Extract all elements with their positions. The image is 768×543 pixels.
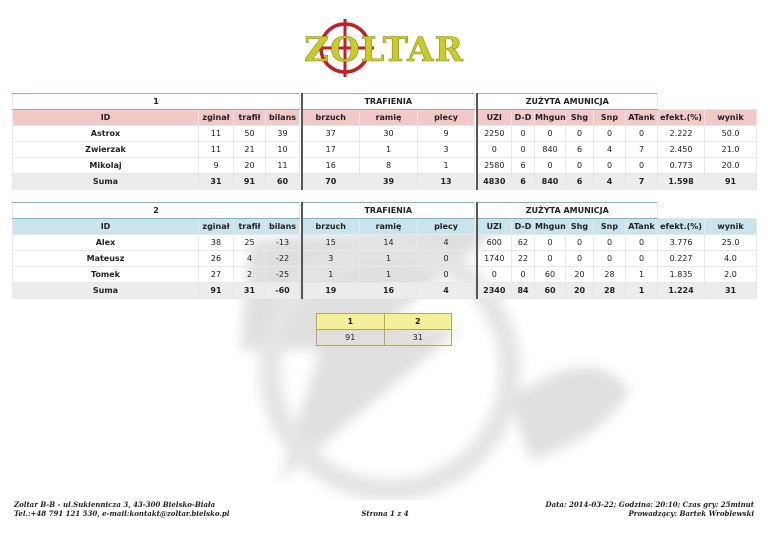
- cell: 60: [535, 283, 566, 299]
- cell: 0: [512, 267, 535, 283]
- player-id: Zwierzak: [13, 142, 199, 158]
- table-row: [13, 235, 757, 251]
- col-uzi: UZI: [477, 110, 512, 126]
- cell: 11: [266, 158, 300, 174]
- cell: 1: [360, 251, 418, 267]
- footer-date-time: Data: 2014-03-22; Godzina: 20:10; Czas gry: 25minut: [545, 500, 754, 509]
- cell: 0: [566, 126, 594, 142]
- cell: 14: [360, 235, 418, 251]
- col-zginal: zginał: [199, 110, 234, 126]
- cell: 60: [535, 267, 566, 283]
- col-ramie: ramię: [360, 110, 418, 126]
- cell: 21: [234, 142, 266, 158]
- cell: 2.450: [658, 142, 705, 158]
- col-wynik: wynik: [705, 110, 757, 126]
- cell: 31: [234, 283, 266, 299]
- cell: 11: [199, 142, 234, 158]
- cell: 17: [302, 142, 360, 158]
- cell: 2: [234, 267, 266, 283]
- col-dd: D-D: [512, 110, 535, 126]
- cell: 4: [418, 235, 475, 251]
- col-bilans: bilans: [266, 219, 300, 235]
- cell: 0: [535, 251, 566, 267]
- cell: 30: [360, 126, 418, 142]
- cell: 0: [594, 126, 626, 142]
- cell: 22: [512, 251, 535, 267]
- cell: 6: [566, 174, 594, 190]
- cell: 21.0: [705, 142, 757, 158]
- cell: 20: [566, 283, 594, 299]
- player-id: Mikolaj: [13, 158, 199, 174]
- cell: 37: [302, 126, 360, 142]
- cell: 0: [512, 126, 535, 142]
- footer-phone-email: Tel.:+48 791 121 530, e-mail:kontakt@zoltar.bielsko.pl: [14, 509, 230, 518]
- cell: 0: [535, 126, 566, 142]
- cell: 4830: [477, 174, 512, 190]
- summary-team-1-score: 91: [317, 330, 385, 346]
- cell: 27: [199, 267, 234, 283]
- cell: 50: [234, 126, 266, 142]
- cell: 26: [199, 251, 234, 267]
- cell: 0: [418, 267, 475, 283]
- cell: 4: [418, 283, 475, 299]
- table-row: [13, 126, 757, 142]
- cell: 91: [705, 174, 757, 190]
- cell: 25: [234, 235, 266, 251]
- cell: -60: [266, 283, 300, 299]
- cell: 1: [302, 267, 360, 283]
- cell: 16: [302, 158, 360, 174]
- col-trafil: trafił: [234, 219, 266, 235]
- cell: 1.598: [658, 174, 705, 190]
- team-name: 1: [13, 94, 300, 110]
- col-shg: Shg: [566, 219, 594, 235]
- cell: 0: [566, 158, 594, 174]
- cell: 84: [512, 283, 535, 299]
- cell: 4: [594, 142, 626, 158]
- cell: 8: [360, 158, 418, 174]
- cell: 2.222: [658, 126, 705, 142]
- cell: 0: [477, 267, 512, 283]
- cell: 1: [626, 283, 658, 299]
- footer-game-info: [546, 500, 754, 518]
- player-id: Mateusz: [13, 251, 199, 267]
- cell: 0: [566, 235, 594, 251]
- col-trafil: trafił: [234, 110, 266, 126]
- player-id: Alex: [13, 235, 199, 251]
- col-ramie: ramię: [360, 219, 418, 235]
- footer-host: Prowadzący: Bartek Wroblewski: [628, 509, 754, 518]
- col-uzi: UZI: [477, 219, 512, 235]
- cell: 2340: [477, 283, 512, 299]
- cell: 1: [626, 267, 658, 283]
- cell: -22: [266, 251, 300, 267]
- total-label: Suma: [13, 174, 199, 190]
- section-hits: TRAFIENIA: [302, 203, 475, 219]
- cell: 20.0: [705, 158, 757, 174]
- cell: 6: [566, 142, 594, 158]
- cell: 6: [512, 158, 535, 174]
- cell: 9: [199, 158, 234, 174]
- col-mhgun: Mhgun: [535, 219, 566, 235]
- cell: 9: [418, 126, 475, 142]
- footer-page-number: Strona 1 z 4: [361, 509, 409, 518]
- cell: 0: [626, 126, 658, 142]
- cell: 1740: [477, 251, 512, 267]
- col-id: ID: [13, 219, 199, 235]
- cell: 0: [566, 251, 594, 267]
- team-1-table: [12, 93, 757, 190]
- cell: 31: [199, 174, 234, 190]
- cell: 16: [360, 283, 418, 299]
- cell: 25.0: [705, 235, 757, 251]
- col-plecy: plecy: [418, 219, 475, 235]
- cell: 91: [234, 174, 266, 190]
- total-label: Suma: [13, 283, 199, 299]
- cell: 840: [535, 142, 566, 158]
- cell: 0: [512, 142, 535, 158]
- cell: 4: [234, 251, 266, 267]
- cell: 10: [266, 142, 300, 158]
- cell: 62: [512, 235, 535, 251]
- cell: 7: [626, 174, 658, 190]
- col-mhgun: Mhgun: [535, 110, 566, 126]
- cell: -25: [266, 267, 300, 283]
- section-ammo: ZUŻYTA AMUNICJA: [477, 94, 658, 110]
- col-plecy: plecy: [418, 110, 475, 126]
- col-atank: ATank: [626, 110, 658, 126]
- table-row: [13, 251, 757, 267]
- cell: 0: [626, 158, 658, 174]
- cell: 1.224: [658, 283, 705, 299]
- cell: 70: [302, 174, 360, 190]
- cell: 0: [418, 251, 475, 267]
- cell: 6: [512, 174, 535, 190]
- col-id: ID: [13, 110, 199, 126]
- team-name: 2: [13, 203, 300, 219]
- cell: 20: [566, 267, 594, 283]
- cell: 0: [594, 235, 626, 251]
- section-ammo: ZUŻYTA AMUNICJA: [477, 203, 658, 219]
- col-snp: Snp: [594, 219, 626, 235]
- section-hits: TRAFIENIA: [302, 94, 475, 110]
- summary-team-1-header: 1: [317, 314, 385, 330]
- col-snp: Snp: [594, 110, 626, 126]
- zoltar-logo: [300, 17, 468, 79]
- cell: 0: [594, 251, 626, 267]
- cell: 50.0: [705, 126, 757, 142]
- cell: 11: [199, 126, 234, 142]
- player-id: Astrox: [13, 126, 199, 142]
- cell: -13: [266, 235, 300, 251]
- cell: 2.0: [705, 267, 757, 283]
- player-id: Tomek: [13, 267, 199, 283]
- cell: 39: [360, 174, 418, 190]
- logo-text: ZOLTAR: [304, 30, 464, 70]
- col-atank: ATank: [626, 219, 658, 235]
- cell: 20: [234, 158, 266, 174]
- footer-contact: [14, 500, 229, 518]
- cell: 7: [626, 142, 658, 158]
- col-brzuch: brzuch: [302, 110, 360, 126]
- cell: 38: [199, 235, 234, 251]
- col-shg: Shg: [566, 110, 594, 126]
- cell: 3: [418, 142, 475, 158]
- cell: 91: [199, 283, 234, 299]
- cell: 28: [594, 283, 626, 299]
- cell: 1.835: [658, 267, 705, 283]
- cell: 0: [626, 251, 658, 267]
- col-dd: D-D: [512, 219, 535, 235]
- cell: 60: [266, 174, 300, 190]
- cell: 31: [705, 283, 757, 299]
- cell: 39: [266, 126, 300, 142]
- summary-team-2-score: 31: [384, 330, 452, 346]
- col-bilans: bilans: [266, 110, 300, 126]
- cell: 1: [418, 158, 475, 174]
- col-efekt: efekt.(%): [658, 110, 705, 126]
- cell: 28: [594, 267, 626, 283]
- cell: 0: [626, 235, 658, 251]
- cell: 19: [302, 283, 360, 299]
- cell: 3.776: [658, 235, 705, 251]
- col-zginal: zginał: [199, 219, 234, 235]
- cell: 2580: [477, 158, 512, 174]
- col-wynik: wynik: [705, 219, 757, 235]
- score-summary-table: [316, 313, 452, 346]
- total-row: [13, 174, 757, 190]
- cell: 13: [418, 174, 475, 190]
- total-row: [13, 283, 757, 299]
- cell: 1: [360, 142, 418, 158]
- cell: 15: [302, 235, 360, 251]
- col-brzuch: brzuch: [302, 219, 360, 235]
- col-efekt: efekt.(%): [658, 219, 705, 235]
- footer-address: Zoltar B-B - ul.Sukiennicza 3, 43-300 Bielsko-Biała: [14, 500, 216, 509]
- table-row: [13, 267, 757, 283]
- cell: 0.227: [658, 251, 705, 267]
- cell: 840: [535, 174, 566, 190]
- cell: 600: [477, 235, 512, 251]
- cell: 0.773: [658, 158, 705, 174]
- cell: 4: [594, 174, 626, 190]
- cell: 4.0: [705, 251, 757, 267]
- cell: 0: [535, 158, 566, 174]
- cell: 3: [302, 251, 360, 267]
- cell: 0: [477, 142, 512, 158]
- cell: 0: [535, 235, 566, 251]
- cell: 2250: [477, 126, 512, 142]
- summary-team-2-header: 2: [384, 314, 452, 330]
- cell: 1: [360, 267, 418, 283]
- table-row: [13, 158, 757, 174]
- cell: 0: [594, 158, 626, 174]
- team-2-table: [12, 202, 757, 299]
- table-row: [13, 142, 757, 158]
